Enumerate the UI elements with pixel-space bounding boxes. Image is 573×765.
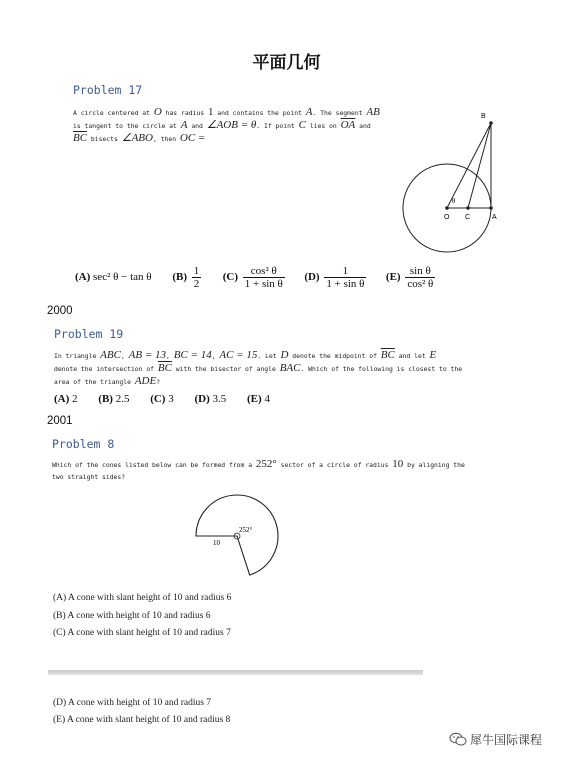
year-2001: 2001: [47, 415, 73, 427]
label-B: B: [481, 113, 486, 120]
sector-angle-label: 252°: [239, 526, 253, 534]
problem-8-answer-e: (E) A cone with slant height of 10 and radius 8: [53, 715, 231, 725]
wechat-icon: [449, 732, 467, 746]
sector-figure: [185, 488, 285, 588]
problem-19-stem: In triangle ABC, AB = 13, BC = 14, AC = 15. Let D denote the midpoint of $\overline{BC}$ and let E denote the intersection of $\overline{BC}$ with the bisector of angle BAC. Which of the following is closest to the area of the triangle ADE?: [54, 349, 463, 387]
label-theta: θ: [452, 197, 456, 205]
section-divider: [48, 670, 423, 675]
sector-radius-label: 10: [213, 539, 220, 547]
label-O: O: [444, 214, 450, 221]
problem-8-answer-d: (D) A cone with height of 10 and radius 7: [53, 698, 212, 708]
label-A: A: [492, 214, 497, 221]
problem-8-answer-a: (A) A cone with slant height of 10 and radius 6: [53, 593, 232, 603]
year-2000: 2000: [47, 305, 73, 317]
problem-17-heading: Problem 17: [73, 83, 143, 97]
problem-8-stem: Which of the cones listed below can be formed from a 252° sector of a circle of radius 10 by aligning the two straight sides?: [52, 458, 465, 481]
watermark-text: 犀牛国际课程: [470, 733, 543, 747]
problem-19-heading: Problem 19: [54, 327, 124, 341]
problem-8-answer-c: (C) A cone with slant height of 10 and radius 7: [53, 628, 231, 638]
label-C: C: [465, 214, 471, 221]
problem-19-choices: (A) 2 (B) 2.5 (C) 3 (D) 3.5 (E) 4: [54, 393, 270, 405]
problem-8-heading: Problem 8: [52, 437, 115, 451]
problem-8-answer-b: (B) A cone with height of 10 and radius 6: [53, 611, 211, 621]
problem-17-choices: (A) sec² θ − tan θ (B) $\frac{1}{2}$ (C) $\frac{\text{cos² θ}}{\text{1 + sin θ}}$ (D) $\frac{1}{\text{1 + sin θ}}$ (E) $\frac{\text{sin θ}}{\text{cos² θ}}$: [75, 265, 434, 290]
page-title: 平面几何: [252, 53, 321, 73]
tangent-circle-figure: [395, 105, 505, 265]
problem-17-stem: A circle centered at O has radius 1 and contains the point A. The segment AB is tangent to the circle at A and ∠AOB = θ. If point C lies on $\overline{OA}$ and $\overline{BC}$ bisects ∠ABO, then OC =: [73, 106, 380, 144]
